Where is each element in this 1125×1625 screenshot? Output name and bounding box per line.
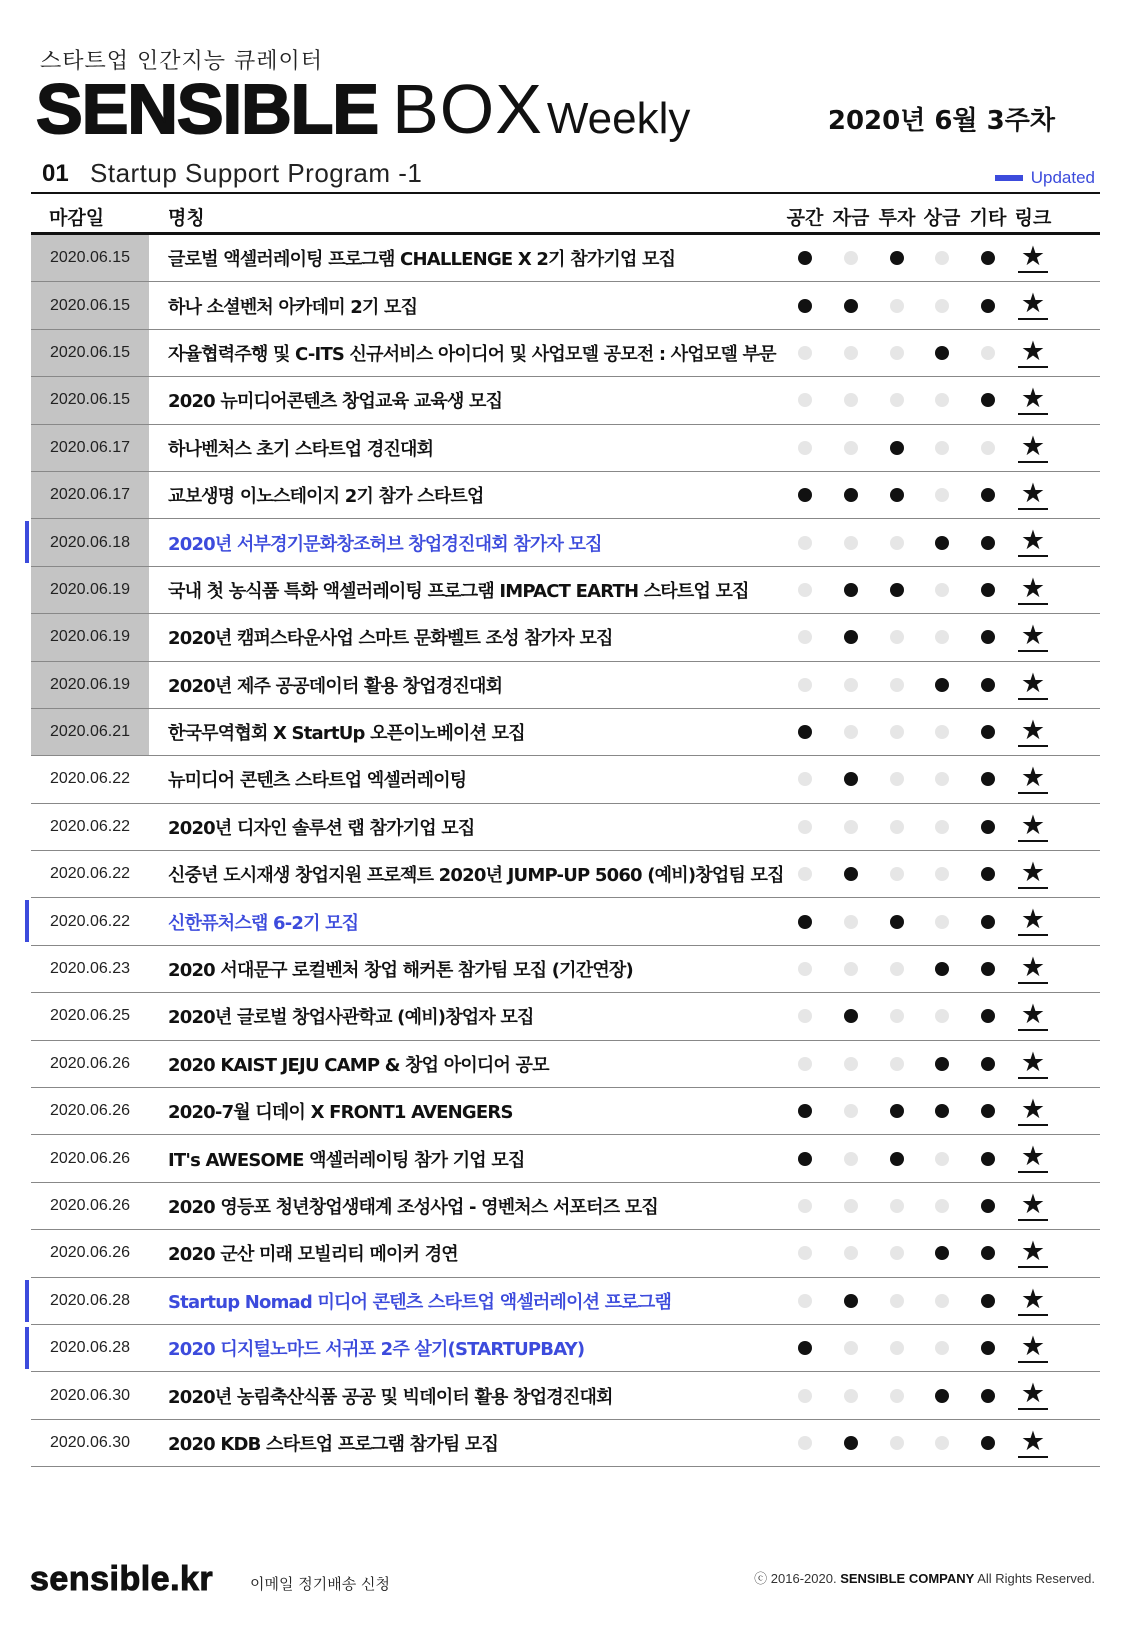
row-deadline: 2020.06.15 bbox=[31, 377, 149, 423]
row-program-name: 교보생명 이노스테이지 2기 참가 스타트업 bbox=[168, 486, 484, 508]
flag-prize-on-icon bbox=[935, 962, 949, 976]
row-deadline: 2020.06.26 bbox=[49, 1197, 131, 1214]
flag-space-off-icon bbox=[798, 1246, 812, 1260]
star-link-icon[interactable]: ★ bbox=[1018, 338, 1048, 368]
star-link-icon[interactable]: ★ bbox=[1018, 1143, 1048, 1173]
flag-funding-off-icon bbox=[844, 725, 858, 739]
row-deadline: 2020.06.26 bbox=[49, 1102, 131, 1120]
flag-investment-off-icon bbox=[890, 1341, 904, 1355]
flag-other-on-icon bbox=[981, 725, 995, 739]
flag-funding-on-icon bbox=[844, 583, 858, 597]
flag-space-off-icon bbox=[798, 867, 812, 881]
flag-prize-off-icon bbox=[935, 1294, 949, 1308]
row-deadline: 2020.06.30 bbox=[49, 1386, 131, 1404]
copyright-suffix: All Rights Reserved. bbox=[977, 1571, 1095, 1586]
table-row bbox=[31, 756, 1100, 803]
row-program-name: 신한퓨처스랩 6-2기 모집 bbox=[168, 912, 359, 934]
star-link-icon[interactable]: ★ bbox=[1018, 1333, 1048, 1363]
star-link-icon[interactable]: ★ bbox=[1018, 1428, 1048, 1458]
table-row bbox=[31, 614, 1100, 661]
flag-other-on-icon bbox=[981, 488, 995, 502]
flag-prize-on-icon bbox=[935, 536, 949, 550]
table-row bbox=[31, 1420, 1100, 1467]
updated-marker bbox=[25, 900, 29, 942]
flag-prize-on-icon bbox=[935, 346, 949, 360]
flag-space-off-icon bbox=[798, 583, 812, 597]
table-row bbox=[31, 282, 1100, 329]
row-deadline: 2020.06.22 bbox=[49, 770, 131, 788]
table-row bbox=[31, 1325, 1100, 1372]
flag-space-off-icon bbox=[798, 678, 812, 692]
flag-funding-off-icon bbox=[844, 1104, 858, 1118]
flag-investment-off-icon bbox=[890, 630, 904, 644]
flag-prize-on-icon bbox=[935, 678, 949, 692]
row-deadline: 2020.06.19 bbox=[31, 614, 149, 660]
flag-funding-on-icon bbox=[844, 772, 858, 786]
star-link-icon[interactable]: ★ bbox=[1018, 670, 1048, 700]
row-program-name: 자율협력주행 및 C-ITS 신규서비스 아이디어 및 사업모델 공모전 : 사업모델 부문 bbox=[168, 343, 776, 365]
flag-investment-on-icon bbox=[890, 251, 904, 265]
updated-legend bbox=[995, 168, 1095, 188]
flag-prize-off-icon bbox=[935, 488, 949, 502]
star-link-icon[interactable]: ★ bbox=[1018, 1001, 1048, 1031]
flag-other-on-icon bbox=[981, 867, 995, 881]
row-deadline: 2020.06.22 bbox=[49, 817, 131, 835]
flag-other-on-icon bbox=[981, 1057, 995, 1071]
column-header-space: 공간 bbox=[786, 207, 824, 229]
flag-prize-off-icon bbox=[935, 1152, 949, 1166]
brand-bold: SENSIBLE bbox=[36, 70, 379, 148]
row-deadline: 2020.06.19 bbox=[31, 567, 149, 613]
row-program-name: 신중년 도시재생 창업지원 프로젝트 2020년 JUMP-UP 5060 (예비)창업팀 모집 bbox=[168, 865, 784, 887]
flag-funding-off-icon bbox=[844, 536, 858, 550]
flag-other-on-icon bbox=[981, 1009, 995, 1023]
brand-logo bbox=[36, 70, 691, 148]
flag-funding-on-icon bbox=[844, 299, 858, 313]
flag-funding-off-icon bbox=[844, 393, 858, 407]
row-program-name: 한국무역협회 X StartUp 오픈이노베이션 모집 bbox=[168, 723, 525, 745]
table-row bbox=[31, 1183, 1100, 1230]
flag-space-off-icon bbox=[798, 346, 812, 360]
flag-other-on-icon bbox=[981, 1294, 995, 1308]
row-program-name: 국내 첫 농식품 특화 액셀러레이팅 프로그램 IMPACT EARTH 스타트업 모집 bbox=[168, 580, 749, 602]
flag-funding-off-icon bbox=[844, 1057, 858, 1071]
flag-prize-off-icon bbox=[935, 1199, 949, 1213]
table-row bbox=[31, 804, 1100, 851]
flag-investment-off-icon bbox=[890, 867, 904, 881]
table-row bbox=[31, 425, 1100, 472]
flag-prize-off-icon bbox=[935, 867, 949, 881]
flag-prize-off-icon bbox=[935, 251, 949, 265]
updated-marker bbox=[25, 1327, 29, 1369]
column-header-investment: 투자 bbox=[878, 207, 916, 229]
row-program-name: 뉴미디어 콘텐츠 스타트업 엑셀러레이팅 bbox=[168, 770, 467, 792]
row-program-name: 2020년 농림축산식품 공공 및 빅데이터 활용 창업경진대회 bbox=[168, 1386, 613, 1408]
row-deadline: 2020.06.17 bbox=[31, 472, 149, 518]
flag-space-off-icon bbox=[798, 536, 812, 550]
flag-space-on-icon bbox=[798, 488, 812, 502]
row-program-name: Startup Nomad 미디어 콘텐츠 스타트업 액셀러레이션 프로그램 bbox=[168, 1291, 672, 1313]
star-link-icon[interactable]: ★ bbox=[1018, 717, 1048, 747]
flag-prize-off-icon bbox=[935, 299, 949, 313]
copyright-company: SENSIBLE COMPANY bbox=[840, 1571, 975, 1586]
star-link-icon[interactable]: ★ bbox=[1018, 290, 1048, 320]
flag-funding-on-icon bbox=[844, 1294, 858, 1308]
row-deadline: 2020.06.15 bbox=[31, 235, 149, 281]
star-link-icon[interactable]: ★ bbox=[1018, 1286, 1048, 1316]
updated-marker bbox=[25, 1280, 29, 1322]
flag-prize-on-icon bbox=[935, 1246, 949, 1260]
row-deadline: 2020.06.28 bbox=[49, 1291, 131, 1309]
flag-prize-off-icon bbox=[935, 725, 949, 739]
flag-investment-off-icon bbox=[890, 1389, 904, 1403]
flag-prize-off-icon bbox=[935, 772, 949, 786]
flag-funding-off-icon bbox=[844, 915, 858, 929]
flag-other-off-icon bbox=[981, 346, 995, 360]
star-link-icon[interactable]: ★ bbox=[1018, 575, 1048, 605]
flag-other-on-icon bbox=[981, 393, 995, 407]
flag-other-on-icon bbox=[981, 678, 995, 692]
flag-investment-off-icon bbox=[890, 1436, 904, 1450]
table-row bbox=[31, 851, 1100, 898]
flag-funding-off-icon bbox=[844, 346, 858, 360]
flag-other-on-icon bbox=[981, 583, 995, 597]
row-program-name: 2020년 제주 공공데이터 활용 창업경진대회 bbox=[168, 675, 503, 697]
column-header-funding: 자금 bbox=[832, 207, 870, 229]
flag-other-on-icon bbox=[981, 772, 995, 786]
flag-funding-on-icon bbox=[844, 867, 858, 881]
flag-space-on-icon bbox=[798, 1152, 812, 1166]
table-header bbox=[31, 192, 1100, 235]
column-header-other: 기타 bbox=[969, 207, 1007, 229]
flag-other-on-icon bbox=[981, 1199, 995, 1213]
footer-brand[interactable]: sensible.kr bbox=[30, 1560, 214, 1598]
table-row bbox=[31, 662, 1100, 709]
star-link-icon[interactable]: ★ bbox=[1018, 1096, 1048, 1126]
flag-investment-on-icon bbox=[890, 1152, 904, 1166]
flag-investment-off-icon bbox=[890, 1246, 904, 1260]
flag-prize-off-icon bbox=[935, 1341, 949, 1355]
flag-investment-off-icon bbox=[890, 962, 904, 976]
flag-prize-on-icon bbox=[935, 1057, 949, 1071]
row-deadline: 2020.06.28 bbox=[49, 1339, 131, 1357]
flag-investment-off-icon bbox=[890, 1199, 904, 1213]
flag-space-off-icon bbox=[798, 1294, 812, 1308]
flag-other-on-icon bbox=[981, 820, 995, 834]
row-deadline: 2020.06.15 bbox=[31, 330, 149, 376]
subscribe-link[interactable]: 이메일 정기배송 신청 bbox=[250, 1575, 390, 1593]
column-header-name: 명칭 bbox=[168, 207, 205, 229]
brand-weekly: Weekly bbox=[546, 94, 691, 143]
flag-space-on-icon bbox=[798, 725, 812, 739]
table-row bbox=[31, 567, 1100, 614]
row-deadline: 2020.06.22 bbox=[49, 912, 131, 930]
row-program-name: 하나 소셜벤처 아카데미 2기 모집 bbox=[168, 296, 418, 318]
row-program-name: 2020-7월 디데이 X FRONT1 AVENGERS bbox=[168, 1102, 513, 1124]
flag-other-on-icon bbox=[981, 1341, 995, 1355]
flag-investment-off-icon bbox=[890, 678, 904, 692]
flag-funding-off-icon bbox=[844, 1199, 858, 1213]
flag-space-off-icon bbox=[798, 393, 812, 407]
brand-light: BOX bbox=[392, 70, 543, 148]
row-program-name: 2020년 캠퍼스타운사업 스마트 문화벨트 조성 참가자 모집 bbox=[168, 628, 613, 650]
flag-investment-on-icon bbox=[890, 488, 904, 502]
flag-prize-off-icon bbox=[935, 630, 949, 644]
star-link-icon[interactable]: ★ bbox=[1018, 954, 1048, 984]
flag-funding-off-icon bbox=[844, 441, 858, 455]
updated-bar-icon bbox=[995, 175, 1023, 181]
column-header-deadline: 마감일 bbox=[49, 207, 105, 229]
flag-space-on-icon bbox=[798, 299, 812, 313]
flag-prize-off-icon bbox=[935, 915, 949, 929]
flag-other-on-icon bbox=[981, 251, 995, 265]
flag-other-on-icon bbox=[981, 1104, 995, 1118]
star-link-icon[interactable]: ★ bbox=[1018, 812, 1048, 842]
row-program-name: 2020년 서부경기문화창조허브 창업경진대회 참가자 모집 bbox=[168, 533, 602, 555]
flag-funding-on-icon bbox=[844, 1009, 858, 1023]
flag-funding-off-icon bbox=[844, 820, 858, 834]
row-deadline: 2020.06.26 bbox=[49, 1244, 131, 1262]
program-table bbox=[31, 192, 1100, 1467]
row-deadline: 2020.06.19 bbox=[31, 662, 149, 708]
flag-space-on-icon bbox=[798, 251, 812, 265]
star-link-icon[interactable]: ★ bbox=[1018, 906, 1048, 936]
flag-other-on-icon bbox=[981, 915, 995, 929]
flag-other-on-icon bbox=[981, 1246, 995, 1260]
flag-investment-off-icon bbox=[890, 725, 904, 739]
flag-investment-off-icon bbox=[890, 820, 904, 834]
flag-investment-on-icon bbox=[890, 583, 904, 597]
flag-investment-off-icon bbox=[890, 1294, 904, 1308]
star-link-icon[interactable]: ★ bbox=[1018, 385, 1048, 415]
flag-space-off-icon bbox=[798, 1009, 812, 1023]
flag-investment-off-icon bbox=[890, 1057, 904, 1071]
row-program-name: 2020 영등포 청년창업생태계 조성사업 - 영벤처스 서포터즈 모집 bbox=[168, 1197, 658, 1218]
star-link-icon[interactable]: ★ bbox=[1018, 1191, 1048, 1221]
flag-prize-off-icon bbox=[935, 820, 949, 834]
flag-prize-off-icon bbox=[935, 441, 949, 455]
section-title: Startup Support Program -1 bbox=[90, 158, 423, 188]
flag-funding-off-icon bbox=[844, 1389, 858, 1403]
flag-other-on-icon bbox=[981, 1389, 995, 1403]
table-row bbox=[31, 898, 1100, 945]
flag-space-off-icon bbox=[798, 820, 812, 834]
row-program-name: 2020년 글로벌 창업사관학교 (예비)창업자 모집 bbox=[168, 1007, 534, 1029]
row-program-name: 2020 서대문구 로컬벤처 창업 해커톤 참가팀 모집 (기간연장) bbox=[168, 960, 633, 982]
table-row bbox=[31, 946, 1100, 993]
flag-space-off-icon bbox=[798, 630, 812, 644]
row-program-name: 2020 KDB 스타트업 프로그램 참가팀 모집 bbox=[168, 1433, 499, 1455]
flag-space-on-icon bbox=[798, 915, 812, 929]
flag-investment-off-icon bbox=[890, 299, 904, 313]
star-link-icon[interactable]: ★ bbox=[1018, 1049, 1048, 1079]
flag-space-off-icon bbox=[798, 441, 812, 455]
star-link-icon[interactable]: ★ bbox=[1018, 433, 1048, 463]
column-header-link: 링크 bbox=[1014, 207, 1052, 229]
row-deadline: 2020.06.26 bbox=[49, 1149, 131, 1167]
flag-investment-on-icon bbox=[890, 1104, 904, 1118]
star-link-icon[interactable]: ★ bbox=[1018, 764, 1048, 794]
row-program-name: IT's AWESOME 액셀러레이팅 참가 기업 모집 bbox=[168, 1149, 525, 1171]
row-program-name: 글로벌 액셀러레이팅 프로그램 CHALLENGE X 2기 참가기업 모집 bbox=[168, 249, 676, 271]
row-deadline: 2020.06.30 bbox=[49, 1433, 131, 1451]
flag-funding-off-icon bbox=[844, 962, 858, 976]
flag-other-on-icon bbox=[981, 1152, 995, 1166]
flag-space-off-icon bbox=[798, 1389, 812, 1403]
table-row bbox=[31, 993, 1100, 1040]
flag-investment-on-icon bbox=[890, 915, 904, 929]
row-program-name: 하나벤처스 초기 스타트업 경진대회 bbox=[168, 438, 434, 460]
star-link-icon[interactable]: ★ bbox=[1018, 1238, 1048, 1268]
flag-space-off-icon bbox=[798, 1057, 812, 1071]
table-row bbox=[31, 377, 1100, 424]
row-deadline: 2020.06.15 bbox=[31, 282, 149, 328]
row-deadline: 2020.06.21 bbox=[31, 709, 149, 755]
flag-investment-on-icon bbox=[890, 441, 904, 455]
flag-other-off-icon bbox=[981, 441, 995, 455]
flag-funding-off-icon bbox=[844, 1341, 858, 1355]
copyright bbox=[754, 1568, 1095, 1587]
week-label: 2020년 6월 3주차 bbox=[827, 106, 1055, 136]
table-row bbox=[31, 709, 1100, 756]
copyright-prefix: ⓒ 2016-2020. bbox=[754, 1571, 837, 1586]
flag-space-off-icon bbox=[798, 962, 812, 976]
flag-prize-off-icon bbox=[935, 1009, 949, 1023]
flag-space-off-icon bbox=[798, 772, 812, 786]
flag-space-off-icon bbox=[798, 1436, 812, 1450]
row-deadline: 2020.06.22 bbox=[49, 865, 131, 883]
star-link-icon[interactable]: ★ bbox=[1018, 1380, 1048, 1410]
updated-marker bbox=[25, 521, 29, 563]
table-row bbox=[31, 1041, 1100, 1088]
flag-prize-off-icon bbox=[935, 583, 949, 597]
row-deadline: 2020.06.18 bbox=[31, 519, 149, 565]
row-deadline: 2020.06.17 bbox=[31, 425, 149, 471]
table-row bbox=[31, 1088, 1100, 1135]
flag-funding-off-icon bbox=[844, 1246, 858, 1260]
flag-funding-on-icon bbox=[844, 488, 858, 502]
star-link-icon[interactable]: ★ bbox=[1018, 527, 1048, 557]
flag-space-on-icon bbox=[798, 1104, 812, 1118]
row-deadline: 2020.06.25 bbox=[49, 1007, 131, 1025]
flag-funding-off-icon bbox=[844, 1152, 858, 1166]
star-link-icon[interactable]: ★ bbox=[1018, 480, 1048, 510]
section-number: 01 bbox=[42, 160, 69, 187]
flag-funding-on-icon bbox=[844, 630, 858, 644]
flag-space-off-icon bbox=[798, 1199, 812, 1213]
flag-prize-on-icon bbox=[935, 1389, 949, 1403]
flag-investment-off-icon bbox=[890, 1009, 904, 1023]
column-header-prize: 상금 bbox=[923, 207, 961, 229]
flag-funding-off-icon bbox=[844, 251, 858, 265]
row-program-name: 2020년 디자인 솔루션 랩 참가기업 모집 bbox=[168, 817, 475, 839]
flag-other-on-icon bbox=[981, 962, 995, 976]
flag-prize-off-icon bbox=[935, 1436, 949, 1450]
flag-other-on-icon bbox=[981, 536, 995, 550]
flag-other-on-icon bbox=[981, 630, 995, 644]
header-subtitle: 스타트업 인간지능 큐레이터 bbox=[40, 49, 324, 74]
row-program-name: 2020 KAIST JEJU CAMP & 창업 아이디어 공모 bbox=[168, 1054, 549, 1076]
table-row bbox=[31, 1278, 1100, 1325]
row-program-name: 2020 디지털노마드 서귀포 2주 살기(STARTUPBAY) bbox=[168, 1339, 585, 1361]
flag-other-on-icon bbox=[981, 299, 995, 313]
star-link-icon[interactable]: ★ bbox=[1018, 243, 1048, 273]
table-row bbox=[31, 472, 1100, 519]
updated-label: Updated bbox=[1030, 168, 1095, 187]
flag-investment-off-icon bbox=[890, 536, 904, 550]
table-body bbox=[31, 235, 1100, 1467]
flag-space-on-icon bbox=[798, 1341, 812, 1355]
row-deadline: 2020.06.26 bbox=[49, 1054, 131, 1072]
star-link-icon[interactable]: ★ bbox=[1018, 622, 1048, 652]
flag-prize-on-icon bbox=[935, 1104, 949, 1118]
flag-investment-off-icon bbox=[890, 393, 904, 407]
flag-prize-off-icon bbox=[935, 393, 949, 407]
table-row bbox=[31, 330, 1100, 377]
flag-funding-off-icon bbox=[844, 678, 858, 692]
row-program-name: 2020 군산 미래 모빌리티 메이커 경연 bbox=[168, 1244, 458, 1266]
table-row bbox=[31, 1135, 1100, 1182]
row-deadline: 2020.06.23 bbox=[49, 960, 131, 978]
flag-other-on-icon bbox=[981, 1436, 995, 1450]
table-row bbox=[31, 519, 1100, 566]
flag-investment-off-icon bbox=[890, 346, 904, 360]
table-row bbox=[31, 235, 1100, 282]
table-row bbox=[31, 1230, 1100, 1277]
flag-investment-off-icon bbox=[890, 772, 904, 786]
star-link-icon[interactable]: ★ bbox=[1018, 859, 1048, 889]
table-row bbox=[31, 1372, 1100, 1419]
row-program-name: 2020 뉴미디어콘텐츠 창업교육 교육생 모집 bbox=[168, 391, 503, 413]
flag-funding-on-icon bbox=[844, 1436, 858, 1450]
